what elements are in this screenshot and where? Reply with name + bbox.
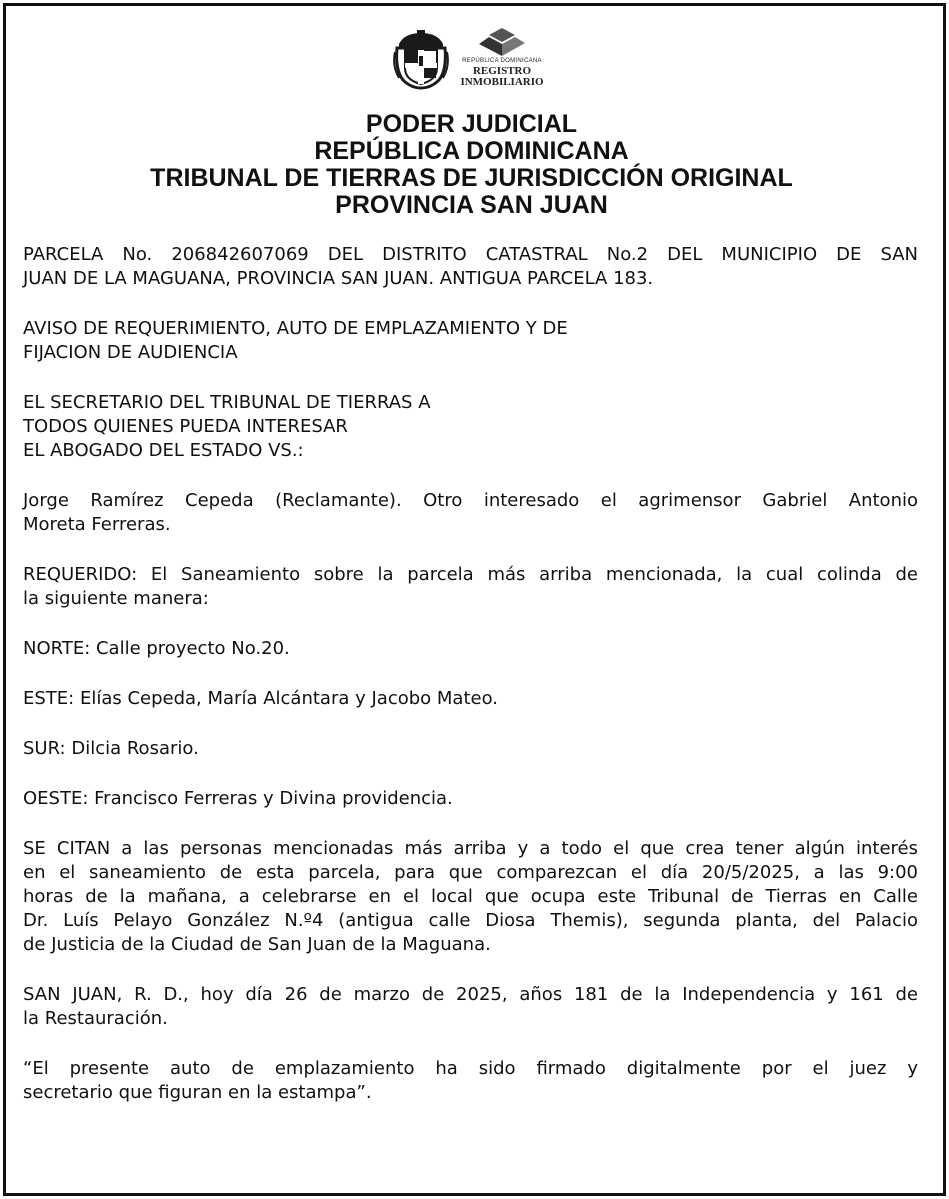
document-body (23, 243, 918, 1131)
heading-line-republica: REPÚBLICA DOMINICANA (314, 137, 629, 165)
registro-label-line1: REGISTRO (472, 65, 532, 77)
reclamante-line: Moreta Ferreras. (23, 514, 171, 535)
colindancia-sur (23, 737, 918, 761)
paragraph-citacion (23, 837, 918, 957)
coat-of-arms-icon (393, 30, 449, 90)
fecha-line: la Restauración. (23, 1008, 168, 1029)
paragraph-requerido (23, 563, 918, 611)
heading-line-poder-judicial: PODER JUDICIAL (365, 110, 578, 138)
header-logos (0, 28, 949, 100)
fecha-line: SAN JUAN, R. D., hoy día 26 de marzo de 2025, años 181 de la Independencia y 161 de (23, 984, 918, 1005)
paragraph-secretario (23, 391, 918, 463)
parcela-line: PARCELA No. 206842607069 DEL DISTRITO CATASTRAL No.2 DEL MUNICIPIO DE SAN (23, 244, 918, 265)
document-heading (0, 111, 943, 219)
citacion-line: horas de la mañana, a celebrarse en el local que ocupa este Tribunal de Tierras en Calle (23, 886, 918, 907)
citacion-line: de Justicia de la Ciudad de San Juan de la Maguana. (23, 934, 491, 955)
registro-diamond-icon (477, 28, 527, 56)
paragraph-reclamante (23, 489, 918, 537)
registro-label-line2: INMOBILIARIO (460, 76, 544, 88)
firma-line: secretario que figuran en la estampa”. (23, 1082, 372, 1103)
citacion-line: en el saneamiento de esta parcela, para que comparezcan el día 20/5/2025, a las 9:00 (23, 862, 918, 883)
colindancia-norte (23, 637, 918, 661)
oeste-text: OESTE: Francisco Ferreras y Divina providencia. (23, 788, 453, 809)
requerido-line: la siguiente manera: (23, 588, 209, 609)
este-text: ESTE: Elías Cepeda, María Alcántara y Jacobo Mateo. (23, 688, 498, 709)
colindancia-oeste (23, 787, 918, 811)
reclamante-line: Jorge Ramírez Cepeda (Reclamante). Otro interesado el agrimensor Gabriel Antonio (23, 490, 918, 511)
paragraph-fecha (23, 983, 918, 1031)
heading-line-tribunal: TRIBUNAL DE TIERRAS DE JURISDICCIÓN ORIGINAL (150, 164, 793, 192)
secretario-line: EL SECRETARIO DEL TRIBUNAL DE TIERRAS A (23, 392, 431, 413)
aviso-line: AVISO DE REQUERIMIENTO, AUTO DE EMPLAZAMIENTO Y DE (23, 318, 568, 339)
requerido-line: REQUERIDO: El Saneamiento sobre la parcela más arriba mencionada, la cual colinda de (23, 564, 918, 585)
citacion-line: SE CITAN a las personas mencionadas más arriba y a todo el que crea tener algún interés (23, 838, 918, 859)
citacion-line: Dr. Luís Pelayo González N.º4 (antigua calle Diosa Themis), segunda planta, del Palacio (23, 910, 918, 931)
paragraph-parcela (23, 243, 918, 291)
sur-text: SUR: Dilcia Rosario. (23, 738, 199, 759)
heading-line-provincia: PROVINCIA SAN JUAN (335, 191, 608, 219)
parcela-line: JUAN DE LA MAGUANA, PROVINCIA SAN JUAN. ANTIGUA PARCELA 183. (23, 268, 654, 289)
registro-inmobiliario-logo (452, 28, 552, 92)
colindancia-este (23, 687, 918, 711)
secretario-line: EL ABOGADO DEL ESTADO VS.: (23, 440, 304, 461)
paragraph-aviso (23, 317, 918, 365)
paragraph-firma (23, 1057, 918, 1105)
firma-line: “El presente auto de emplazamiento ha sido firmado digitalmente por el juez y (23, 1058, 918, 1079)
secretario-line: TODOS QUIENES PUEDA INTERESAR (23, 416, 348, 437)
norte-text: NORTE: Calle proyecto No.20. (23, 638, 290, 659)
registro-country-label: REPÚBLICA DOMINICANA (462, 58, 542, 64)
aviso-line: FIJACION DE AUDIENCIA (23, 342, 238, 363)
